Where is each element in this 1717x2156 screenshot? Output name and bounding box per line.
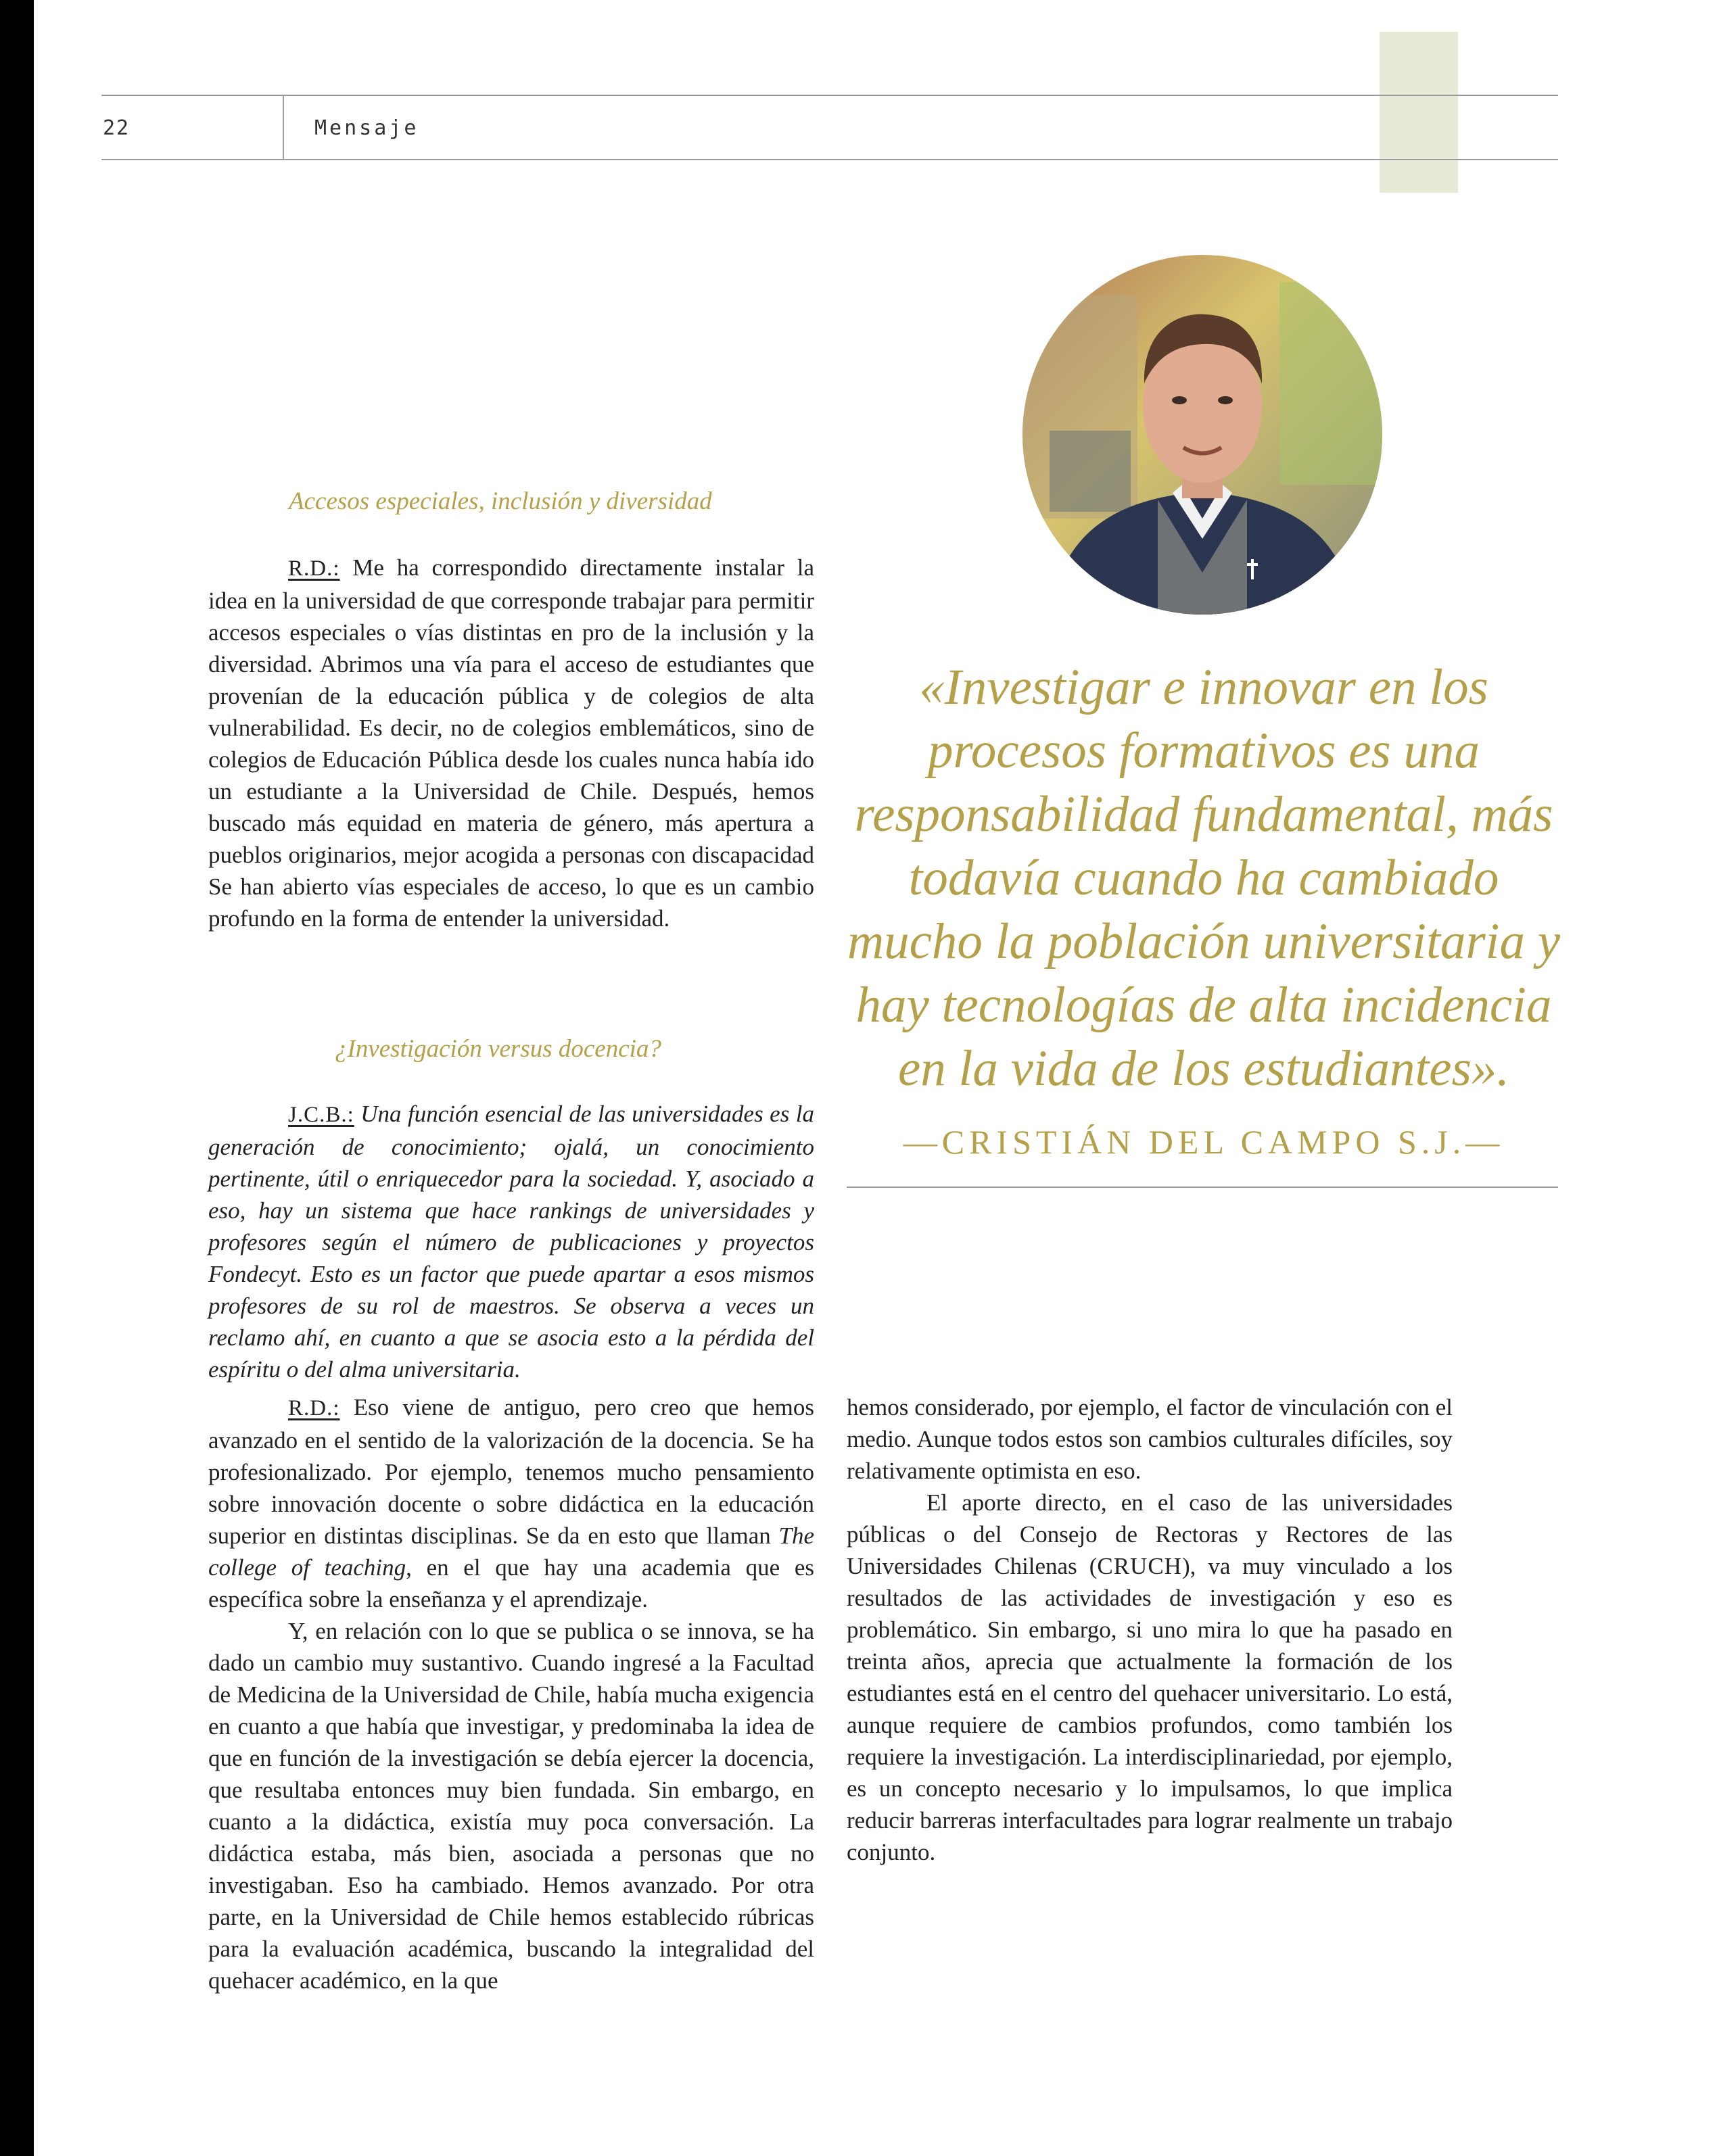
paragraph-docencia-2: Y, en relación con lo que se publica o se innova, se ha dado un cambio muy sustantivo. Cuando ingresé a la Facultad de Medicina de la Universidad de Chile, había mucha exigencia en cuanto a que había que investigar, y predominaba la idea de que en función de la investigación se debía ejercer la docencia, que resultaba entonces muy bien fundada. Sin embargo, en cuanto a la didáctica, existía muy poca conversación. La didáctica estaba, más bien, asociada a personas que no investigaban. Eso ha cambiado. Hemos avanzado. Por otra parte, en la Universidad de Chile hemos establecido rúbricas para la evaluación académica, buscando la integralidad del quehacer académico, en la que bbox=[208, 1618, 814, 1994]
quote-rule bbox=[847, 1187, 1558, 1188]
header-top-rule bbox=[101, 95, 1558, 96]
paragraph-docencia bbox=[208, 1391, 814, 1996]
paragraph-right-column bbox=[847, 1391, 1453, 1868]
quote-author: —CRISTIÁN DEL CAMPO S.J.— bbox=[903, 1123, 1505, 1161]
page-number: 22 bbox=[103, 116, 131, 140]
subhead-investigacion: ¿Investigación versus docencia? bbox=[335, 1035, 661, 1063]
speaker-label: J.C.B.: bbox=[288, 1103, 354, 1127]
paragraph-text: ), va muy vinculado a los resultados de las actividades de investigación y eso es problemático. Sin embargo, si uno mira lo que ha pasado en treinta años, aprecia que actualmente la formación de los estudiantes está en el centro del quehacer universitario. Lo está, aunque requiere de cambios profundos, como también los requiere la investigación. La interdisciplinariedad, por ejemplo, es un concepto necesario y lo impulsamos, lo que implica reducir barreras interfacultades para lograr realmente un trabajo conjunto. bbox=[847, 1553, 1453, 1865]
paragraph-right-2 bbox=[847, 1487, 1453, 1868]
subhead-accesos: Accesos especiales, inclusión y diversidad bbox=[289, 487, 712, 515]
section-name: Mensaje bbox=[314, 116, 419, 140]
paragraph-text: Me ha correspondido directamente instalar la idea en la universidad de que corresponde trabajar para permitir accesos especiales o vías distintas en pro de la inclusión y la diversidad. Abrimos una vía para el acceso de estudiantes que provenían de la educación pública y de colegios de alta vulnerabilidad. Es decir, no de colegios emblemáticos, sino de colegios de Educación Pública desde los cuales nunca había ido un estudiante a la Universidad de Chile. Después, hemos buscado más equidad en materia de género, más apertura a pueblos originarios, mejor acogida a personas con discapacidad Se han abierto vías especiales de acceso, lo que es un cambio profundo en la forma de entender la universidad. bbox=[208, 554, 814, 932]
portrait-illustration bbox=[1022, 255, 1382, 615]
paragraph-text: Una función esencial de las universidades es la generación de conocimiento; ojalá, un conocimiento pertinente, útil o enriquecedor para la sociedad. Y, asociado a eso, hay un sistema que hace rankings de universidades y profesores según el número de publicaciones y proyectos Fondecyt. Esto es un factor que puede apartar a esos mismos profesores de su rol de maestros. Se observa a veces un reclamo ahí, en cuanto a que se asocia esto a la pérdida del espíritu o del alma universitaria. bbox=[208, 1101, 814, 1383]
paragraph-text: El aporte directo, en el caso de las universidades públicas o del Consejo de Rectoras y Rectores de las Universidades Chilenas ( bbox=[847, 1489, 1453, 1579]
header-divider bbox=[283, 95, 284, 159]
page-tab bbox=[1380, 32, 1458, 193]
book-title: The college of teaching bbox=[208, 1523, 814, 1581]
page-edge-bar bbox=[0, 0, 34, 2156]
pull-quote: «Investigar e innovar en los procesos formativos es una responsabilidad fundamental, más todavía cuando ha cambiado mucho la población universitaria y hay tecnologías de alta incidencia en la vida de los estudiantes». bbox=[847, 659, 1561, 1097]
speaker-label: R.D.: bbox=[288, 556, 340, 581]
paragraph-right-1: hemos considerado, por ejemplo, el factor de vinculación con el medio. Aunque todos estos son cambios culturales difíciles, soy relativamente optimista en eso. bbox=[847, 1394, 1453, 1484]
paragraph-docencia-1 bbox=[208, 1391, 814, 1615]
paragraph-text: , en el que hay una academia que es específica sobre la enseñanza y el aprendizaje. bbox=[208, 1554, 815, 1612]
portrait-photo bbox=[1022, 255, 1382, 615]
acronym: CRUCH bbox=[1097, 1553, 1182, 1579]
paragraph-accesos bbox=[208, 552, 814, 934]
header-bottom-rule bbox=[101, 159, 1558, 160]
speaker-label: R.D.: bbox=[288, 1396, 340, 1420]
paragraph-investigacion bbox=[208, 1098, 814, 1385]
paragraph-text: Eso viene de antiguo, pero creo que hemos avanzado en el sentido de la valorización de la docencia. Se ha profesionalizado. Por ejemplo, tenemos mucho pensamiento sobre innovación docente o sobre didáctica en la educación superior en distintas disciplinas. Se da en esto que llaman bbox=[208, 1394, 814, 1549]
